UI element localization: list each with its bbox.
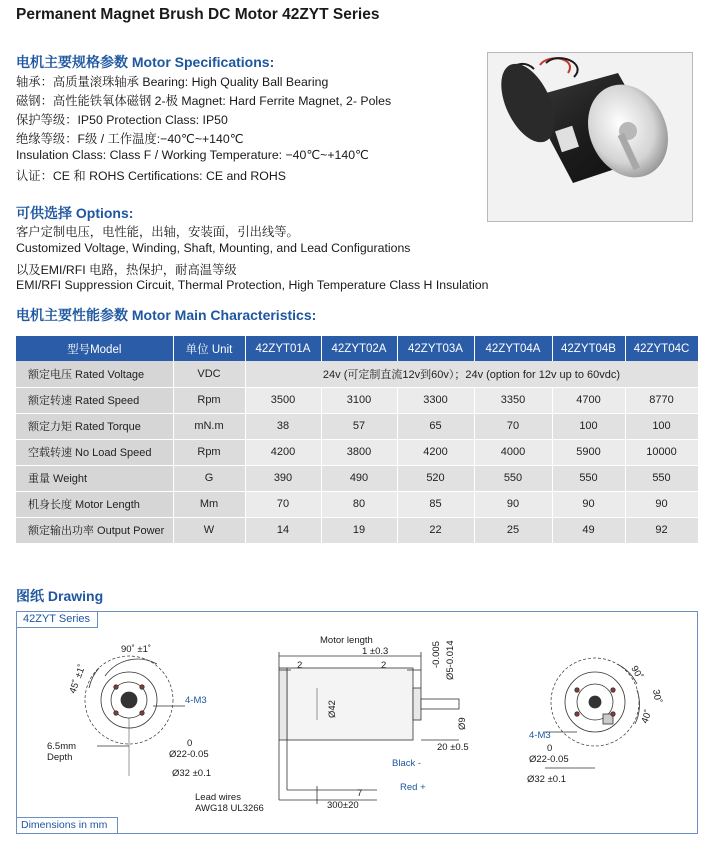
dim-label: Black - xyxy=(392,758,422,769)
table-header-row xyxy=(16,336,698,361)
row-unit: Rpm xyxy=(173,439,245,465)
row-label: 额定转速 Rated Speed xyxy=(16,387,173,413)
motor-body-side xyxy=(287,668,413,740)
table-cell: 550 xyxy=(552,465,625,491)
table-cell: 390 xyxy=(245,465,321,491)
dim-label: 20 ±0.5 xyxy=(437,742,469,753)
dim-label: 4-M3 xyxy=(185,695,207,706)
dim-label: 45˚ ±1˚ xyxy=(67,663,89,696)
characteristics-heading: 电机主要性能参数 Motor Main Characteristics: xyxy=(16,307,317,323)
characteristics-table xyxy=(16,336,698,544)
row-label: 机身长度 Motor Length xyxy=(16,491,173,517)
header-cell: 42ZYT04C xyxy=(625,336,698,361)
table-cell: 3800 xyxy=(321,439,397,465)
spec-line: 绝缘等级：F级 / 工作温度:−40℃~+140℃ xyxy=(16,132,244,146)
dim-label: 2 xyxy=(381,660,387,671)
row-unit: G xyxy=(173,465,245,491)
row-unit: mN.m xyxy=(173,413,245,439)
dim-label: 6.5mm xyxy=(47,741,77,752)
left-shaft xyxy=(121,692,137,708)
right-shaft xyxy=(589,696,601,708)
left-mount-hole xyxy=(140,711,144,715)
dim-label: Motor length xyxy=(320,635,373,646)
table-cell: 85 xyxy=(397,491,474,517)
table-cell: 22 xyxy=(397,517,474,543)
drawing-heading: 图纸 Drawing xyxy=(16,588,104,604)
dim-label: 7 xyxy=(357,788,363,799)
options-heading: 可供选择 Options: xyxy=(16,205,134,221)
dim-label: 0 xyxy=(187,738,193,749)
table-cell: 3300 xyxy=(397,387,474,413)
dim-label: AWG18 UL3266 xyxy=(195,803,264,814)
table-row xyxy=(16,413,698,439)
table-cell: 490 xyxy=(321,465,397,491)
specs-heading: 电机主要规格参数 Motor Specifications: xyxy=(16,54,275,70)
table-cell: 4200 xyxy=(397,439,474,465)
dimensions-note: Dimensions in mm xyxy=(16,817,118,834)
table-cell: 8770 xyxy=(625,387,698,413)
dim-label: Lead wires xyxy=(195,792,241,803)
spec-line: 认证：CE 和 ROHS Certifications: CE and ROHS xyxy=(16,169,286,183)
table-row xyxy=(16,387,698,413)
table-cell: 10000 xyxy=(625,439,698,465)
option-line: 以及EMI/RFI 电路，热保护，耐高温等级 xyxy=(16,263,237,277)
spec-line: 轴承：高质量滚珠轴承 Bearing: High Quality Ball Bearing xyxy=(16,75,329,89)
dim-label: Red + xyxy=(400,782,426,793)
series-tag: 42ZYT Series xyxy=(16,611,98,628)
row-label: 额定电压 Rated Voltage xyxy=(16,361,173,387)
table-cell: 38 xyxy=(245,413,321,439)
dim-label: 40˚ xyxy=(639,708,655,726)
table-cell: 550 xyxy=(474,465,552,491)
table-cell: 90 xyxy=(474,491,552,517)
left-mount-hole xyxy=(114,685,118,689)
dim-label: Ø22-0.05 xyxy=(169,749,209,760)
table-cell: 5900 xyxy=(552,439,625,465)
table-cell: 90 xyxy=(552,491,625,517)
spec-line: Insulation Class: Class F / Working Temperature: −40℃~+140℃ xyxy=(16,148,369,162)
row-label: 额定力矩 Rated Torque xyxy=(16,413,173,439)
option-line: 客户定制电压，电性能，出轴，安装面，引出线等。 xyxy=(16,225,299,239)
dim-label: 4-M3 xyxy=(529,730,551,741)
dim-label: -0.005 xyxy=(431,641,442,668)
header-cell: 42ZYT03A xyxy=(397,336,474,361)
table-cell: 3100 xyxy=(321,387,397,413)
table-cell: 25 xyxy=(474,517,552,543)
dim-label: Ø32 ±0.1 xyxy=(527,774,567,785)
table-cell: 4700 xyxy=(552,387,625,413)
motor-photo xyxy=(487,52,693,222)
table-cell: 90 xyxy=(625,491,698,517)
dim-label: 1 ±0.3 xyxy=(362,646,389,657)
header-cell: 42ZYT02A xyxy=(321,336,397,361)
header-cell: 42ZYT04A xyxy=(474,336,552,361)
row-unit: W xyxy=(173,517,245,543)
table-cell: 4000 xyxy=(474,439,552,465)
dim-label: Ø42 xyxy=(327,700,338,718)
dim-label: 90˚ xyxy=(628,664,645,682)
dim-label: Ø32 ±0.1 xyxy=(172,768,212,779)
table-cell: 57 xyxy=(321,413,397,439)
dim-label: 2 xyxy=(297,660,303,671)
row-label: 重量 Weight xyxy=(16,465,173,491)
table-cell: 3500 xyxy=(245,387,321,413)
table-cell: 80 xyxy=(321,491,397,517)
table-cell: 14 xyxy=(245,517,321,543)
dim-label: Depth xyxy=(47,752,73,763)
header-cell: 型号Model xyxy=(16,336,173,361)
dim-label: 30˚ xyxy=(650,688,664,705)
left-mount-hole xyxy=(114,711,118,715)
row-unit: VDC xyxy=(173,361,245,387)
table-row xyxy=(16,491,698,517)
header-cell: 42ZYT04B xyxy=(552,336,625,361)
shaft-side xyxy=(421,699,459,709)
row-unit: Rpm xyxy=(173,387,245,413)
row-label: 空载转速 No Load Speed xyxy=(16,439,173,465)
table-cell: 70 xyxy=(245,491,321,517)
dim-label: Ø5-0.014 xyxy=(445,640,456,680)
table-cell: 65 xyxy=(397,413,474,439)
table-cell: 520 xyxy=(397,465,474,491)
dim-label: Ø22-0.05 xyxy=(529,754,569,765)
dim-label: 0 xyxy=(547,743,553,754)
option-line: EMI/RFI Suppression Circuit, Thermal Protection, High Temperature Class H Insulation xyxy=(16,278,489,292)
table-row xyxy=(16,439,698,465)
page-title: Permanent Magnet Brush DC Motor 42ZYT Series xyxy=(16,6,380,23)
header-cell: 42ZYT01A xyxy=(245,336,321,361)
row-label: 额定输出功率 Output Power xyxy=(16,517,173,543)
table-row xyxy=(16,465,698,491)
spec-line: 磁钢：高性能铁氧体磁钢 2-极 Magnet: Hard Ferrite Magnet, 2- Poles xyxy=(16,94,392,108)
option-line: Customized Voltage, Winding, Shaft, Mounting, and Lead Configurations xyxy=(16,241,411,255)
row-unit: Mm xyxy=(173,491,245,517)
table-cell: 100 xyxy=(625,413,698,439)
spec-line: 保护等级：IP50 Protection Class: IP50 xyxy=(16,113,228,127)
dim-label: Ø9 xyxy=(457,717,468,730)
left-mount-hole xyxy=(140,685,144,689)
technical-drawing xyxy=(17,628,697,816)
table-cell: 100 xyxy=(552,413,625,439)
table-cell: 92 xyxy=(625,517,698,543)
table-row xyxy=(16,361,698,387)
table-cell: 49 xyxy=(552,517,625,543)
table-cell: 19 xyxy=(321,517,397,543)
table-cell: 70 xyxy=(474,413,552,439)
dim-label: 300±20 xyxy=(327,800,359,811)
table-cell: 3350 xyxy=(474,387,552,413)
table-row xyxy=(16,517,698,543)
voltage-value: 24v (可定制直流12v到60v）；24v (option for 12v up to 60vdc) xyxy=(245,361,698,387)
table-cell: 550 xyxy=(625,465,698,491)
table-cell: 4200 xyxy=(245,439,321,465)
dim-label: 90˚ ±1˚ xyxy=(121,644,152,655)
header-cell: 单位 Unit xyxy=(173,336,245,361)
